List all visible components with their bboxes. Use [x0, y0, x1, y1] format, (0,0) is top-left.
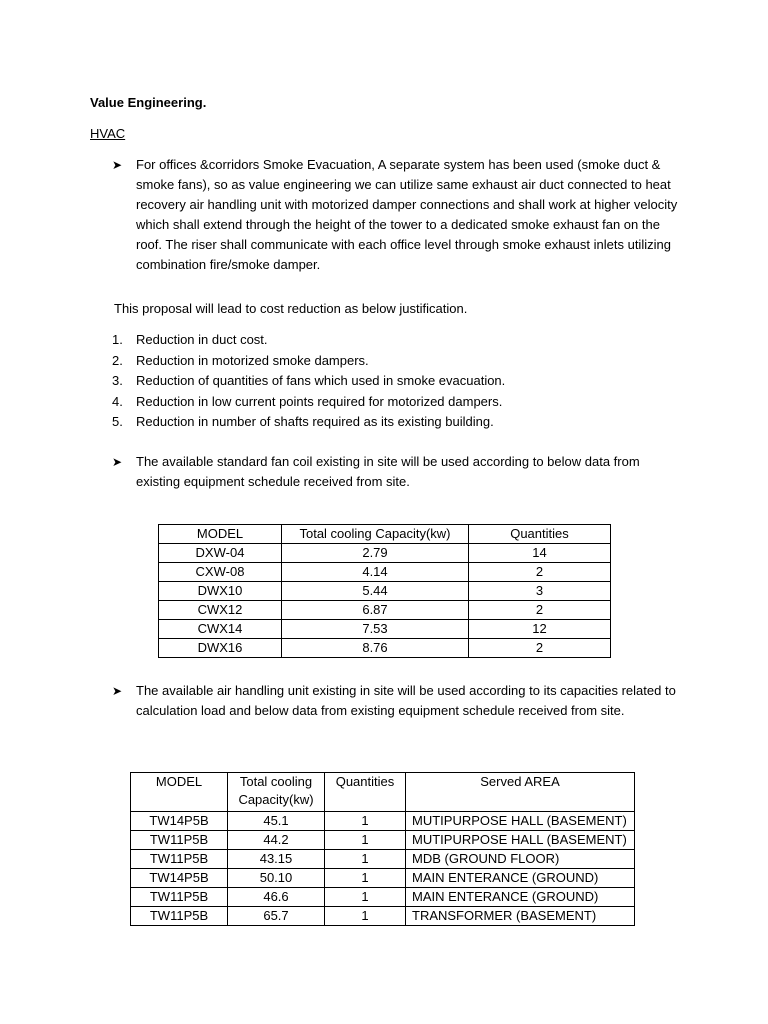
table-cell: 1 — [325, 907, 406, 926]
table-row — [131, 831, 635, 850]
list-number: 2. — [112, 352, 123, 368]
table-row — [131, 869, 635, 888]
bullet-text: For offices &corridors Smoke Evacuation, A separate system has been used (smoke duct & smoke fans), so as value engineering we can utilize same exhaust air duct connected to heat recovery air handling unit with motorized damper connections and shall work at higher velocity which shall extend through the height of the tower to a dedicated smoke exhaust fan on the roof. The riser shall communicate with each office level through smoke exhaust inlets utilizing combination fire/smoke damper. — [136, 157, 678, 272]
column-header: Quantities — [325, 773, 406, 812]
table-cell: 12 — [469, 620, 611, 639]
table-cell: 7.53 — [282, 620, 469, 639]
column-header: Total cooling Capacity(kw) — [228, 773, 325, 812]
table-cell: 1 — [325, 888, 406, 907]
list-item — [112, 392, 505, 413]
table-row — [159, 639, 611, 658]
table-row — [131, 907, 635, 926]
list-item-text: Reduction in low current points required for motorized dampers. — [136, 393, 503, 409]
list-item-text: Reduction in number of shafts required as its existing building. — [136, 414, 494, 429]
reduction-list — [112, 330, 505, 433]
table-cell: 8.76 — [282, 639, 469, 658]
table-cell: TW11P5B — [131, 907, 228, 926]
table-cell: MUTIPURPOSE HALL (BASEMENT) — [406, 831, 635, 850]
table-cell: 1 — [325, 850, 406, 869]
table-row — [159, 563, 611, 582]
arrowhead-bullet-icon: ➤ — [112, 158, 123, 172]
section-heading: HVAC — [90, 126, 126, 141]
column-header: Total cooling Capacity(kw) — [282, 525, 469, 544]
list-item — [112, 412, 505, 433]
table-cell: MUTIPURPOSE HALL (BASEMENT) — [406, 812, 635, 831]
table-cell: 45.1 — [228, 812, 325, 831]
table-cell: TW11P5B — [131, 831, 228, 850]
table-cell: DWX10 — [159, 582, 282, 601]
table-cell: CWX14 — [159, 620, 282, 639]
table-cell: CXW-08 — [159, 563, 282, 582]
table-cell: DXW-04 — [159, 544, 282, 563]
arrowhead-bullet-icon: ➤ — [112, 684, 123, 698]
bullet-text: The available air handling unit existing in site will be used according to its capacities related to calculation load and below data from existing equipment schedule received from site. — [136, 683, 676, 718]
table-cell: 65.7 — [228, 907, 325, 926]
table-cell: MDB (GROUND FLOOR) — [406, 850, 635, 869]
table-header-row — [131, 773, 635, 812]
table-cell: TW14P5B — [131, 812, 228, 831]
list-item-text: Reduction of quantities of fans which used in smoke evacuation. — [136, 373, 506, 388]
table-cell: TW11P5B — [131, 850, 228, 869]
table-cell: TW14P5B — [131, 869, 228, 888]
list-item — [112, 330, 505, 351]
list-item-text: Reduction in motorized smoke dampers. — [136, 352, 369, 368]
table-cell: 4.14 — [282, 563, 469, 582]
table-cell: 5.44 — [282, 582, 469, 601]
table-row — [159, 544, 611, 563]
ahu-table — [130, 772, 635, 926]
list-item — [112, 371, 505, 392]
table-row — [159, 582, 611, 601]
fan-coil-table — [158, 524, 611, 658]
table-cell: 50.10 — [228, 869, 325, 888]
table-cell: MAIN ENTERANCE (GROUND) — [406, 888, 635, 907]
bullet-text: The available standard fan coil existing in site will be used according to below data from existing equipment schedule received from site. — [136, 454, 640, 489]
table-cell: 1 — [325, 831, 406, 850]
table-cell: 14 — [469, 544, 611, 563]
table-cell: CWX12 — [159, 601, 282, 620]
bullet-smoke-evacuation — [112, 155, 682, 275]
document-title: Value Engineering. — [90, 95, 207, 110]
table-cell: 2 — [469, 601, 611, 620]
bullet-air-handling-unit — [112, 681, 682, 721]
table-row — [131, 812, 635, 831]
table-header-row — [159, 525, 611, 544]
column-header: Served AREA — [406, 773, 635, 812]
table-cell: 2 — [469, 639, 611, 658]
table-cell: 43.15 — [228, 850, 325, 869]
table-cell: 1 — [325, 812, 406, 831]
table-cell: 2.79 — [282, 544, 469, 563]
bullet-fan-coil — [112, 452, 682, 492]
list-number: 1. — [112, 332, 123, 347]
table-row — [131, 888, 635, 907]
list-number: 4. — [112, 393, 123, 409]
column-header: MODEL — [159, 525, 282, 544]
list-item-text: Reduction in duct cost. — [136, 332, 268, 347]
table-cell: 44.2 — [228, 831, 325, 850]
table-cell: DWX16 — [159, 639, 282, 658]
table-cell: 3 — [469, 582, 611, 601]
list-number: 5. — [112, 414, 123, 429]
table-cell: MAIN ENTERANCE (GROUND) — [406, 869, 635, 888]
arrowhead-bullet-icon: ➤ — [112, 455, 123, 469]
table-cell: TRANSFORMER (BASEMENT) — [406, 907, 635, 926]
table-cell: 1 — [325, 869, 406, 888]
list-item — [112, 351, 505, 372]
table-row — [131, 850, 635, 869]
table-row — [159, 601, 611, 620]
table-cell: 2 — [469, 563, 611, 582]
table-cell: 46.6 — [228, 888, 325, 907]
list-number: 3. — [112, 373, 123, 388]
table-cell: 6.87 — [282, 601, 469, 620]
proposal-paragraph: This proposal will lead to cost reduction as below justification. — [114, 301, 468, 316]
column-header: MODEL — [131, 773, 228, 812]
column-header: Quantities — [469, 525, 611, 544]
table-row — [159, 620, 611, 639]
table-cell: TW11P5B — [131, 888, 228, 907]
